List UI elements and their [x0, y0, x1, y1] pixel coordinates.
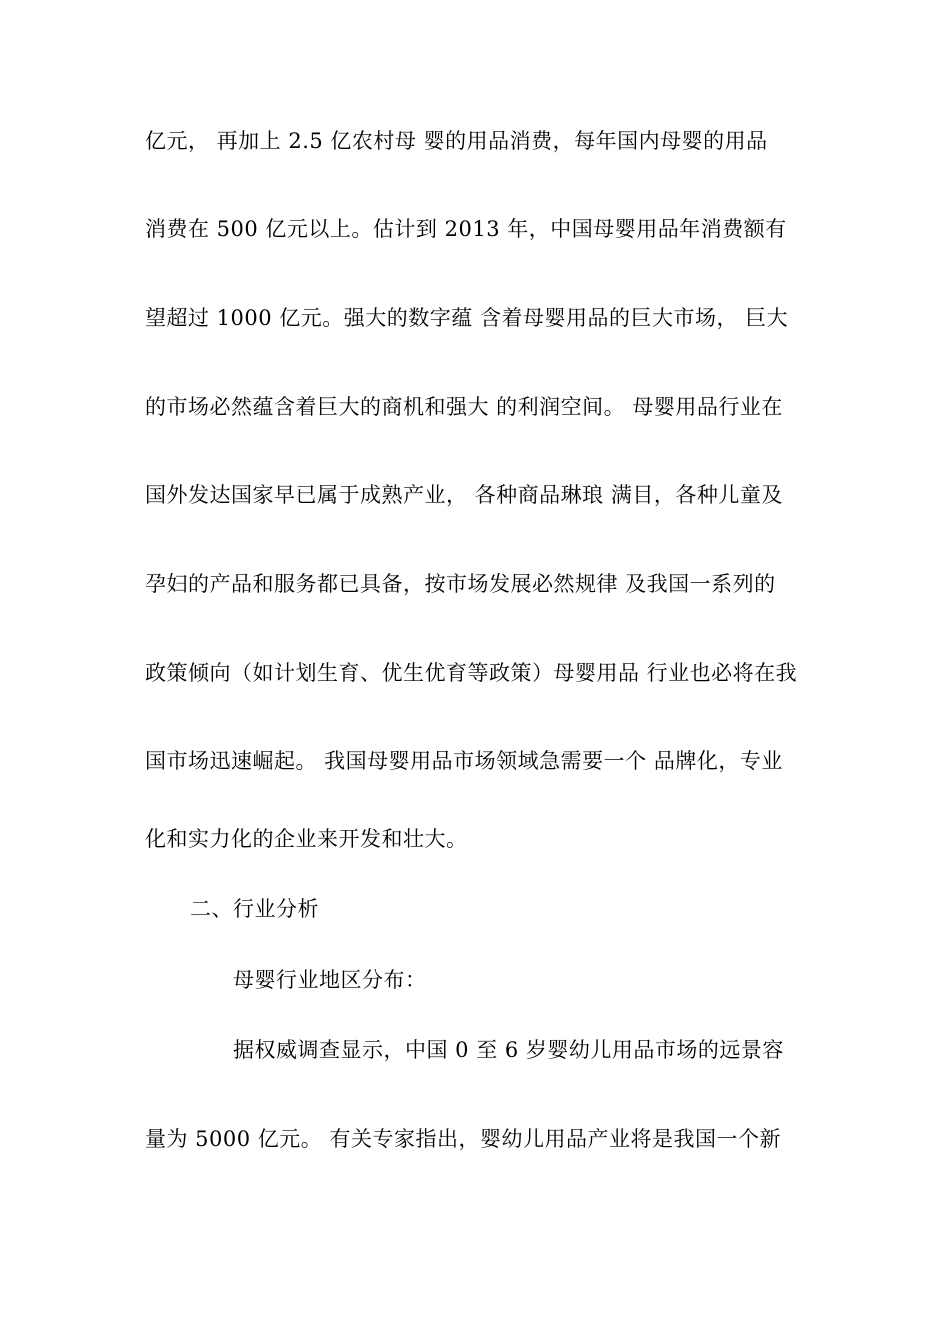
paragraph2-line-1: 据权威调查显示，中国 0 至 6 岁婴幼儿用品市场的远景容 [233, 1038, 784, 1062]
subheading: 母婴行业地区分布： [233, 968, 427, 992]
paragraph-line-1: 亿元， 再加上 2.5 亿农村母 婴的用品消费，每年国内母婴的用品 [145, 129, 768, 153]
paragraph-line-4: 的市场必然蕴含着巨大的商机和强大 的利润空间。 母婴用品行业在 [145, 395, 783, 419]
section-heading: 二、行业分析 [190, 897, 319, 921]
paragraph-line-2: 消费在 500 亿元以上。估计到 2013 年，中国母婴用品年消费额有 [145, 217, 787, 241]
paragraph-line-8: 国市场迅速崛起。 我国母婴用品市场领域急需要一个 品牌化，专业 [145, 749, 783, 773]
paragraph-line-7: 政策倾向（如计划生育、优生优育等政策）母婴用品 行业也必将在我 [145, 661, 798, 685]
paragraph-line-5: 国外发达国家早已属于成熟产业， 各种商品琳琅 满目，各种儿童及 [145, 483, 783, 507]
paragraph-line-6: 孕妇的产品和服务都已具备，按市场发展必然规律 及我国一系列的 [145, 572, 776, 596]
paragraph-line-3: 望超过 1000 亿元。强大的数字蕴 含着母婴用品的巨大市场， 巨大 [145, 306, 789, 330]
paragraph-line-9: 化和实力化的企业来开发和壮大。 [145, 827, 468, 851]
paragraph2-line-2: 量为 5000 亿元。 有关专家指出，婴幼儿用品产业将是我国一个新 [145, 1127, 781, 1151]
